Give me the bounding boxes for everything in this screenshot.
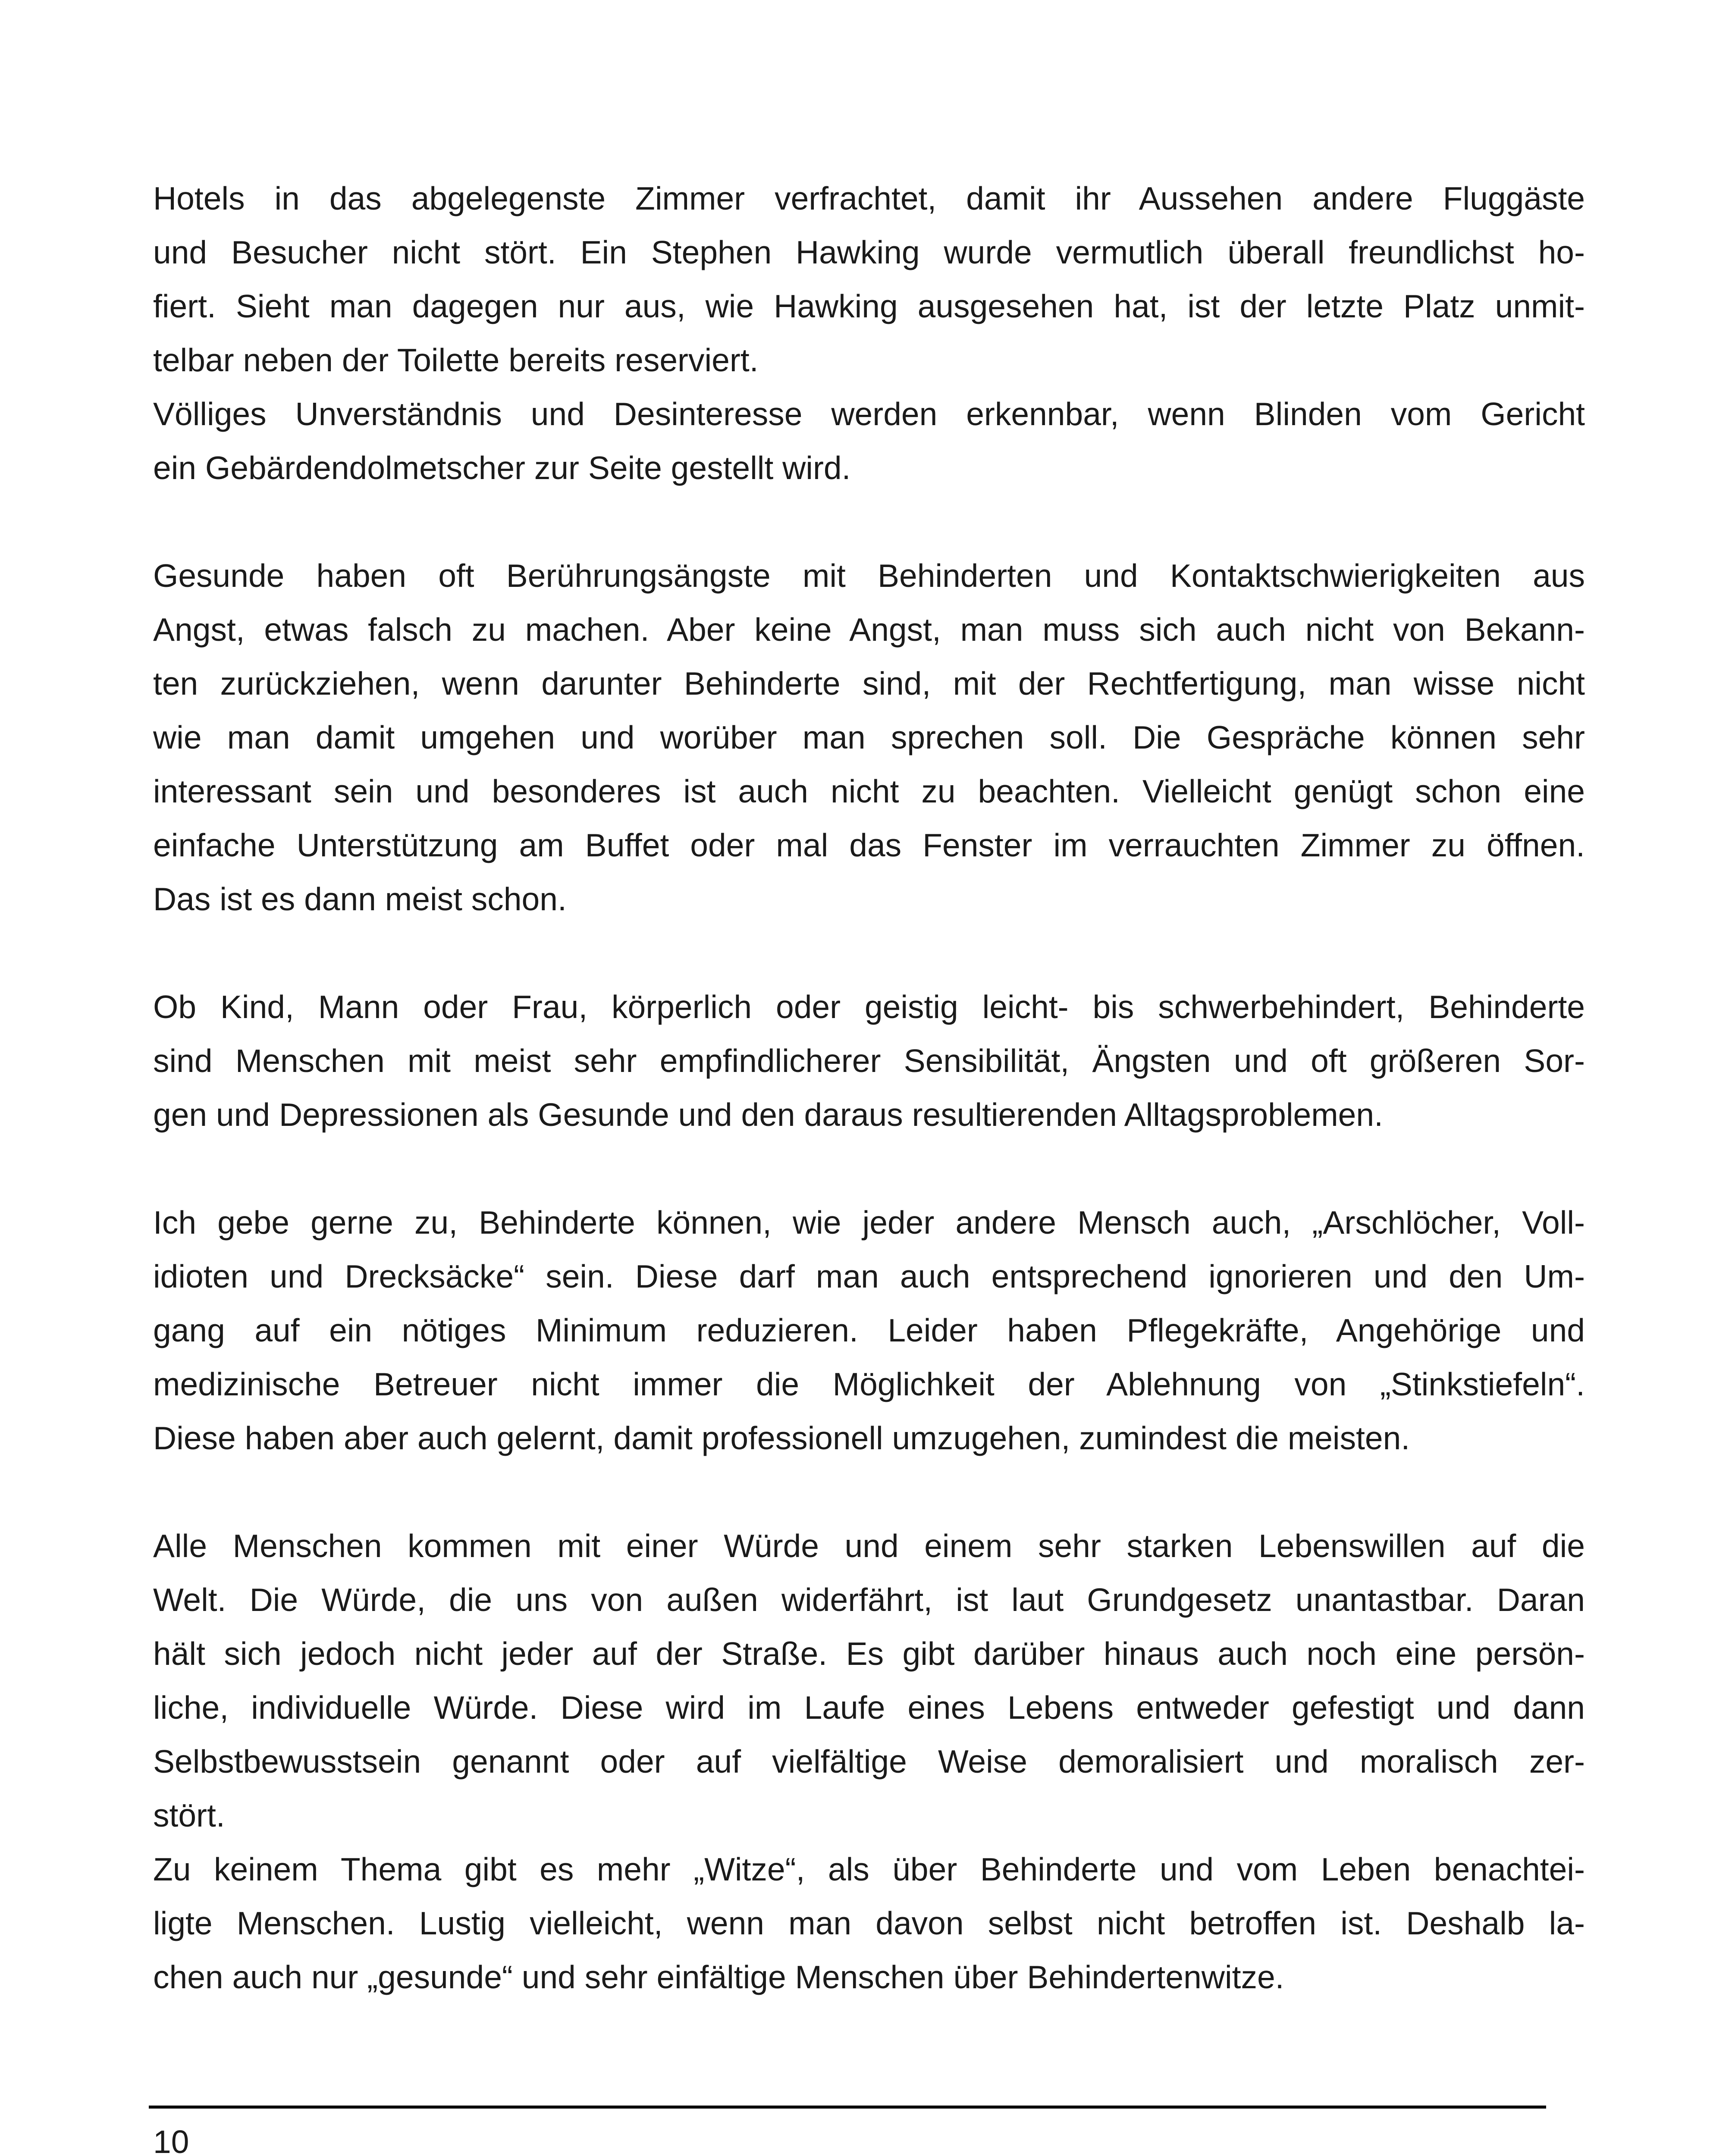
paragraph-gap	[153, 1465, 1585, 1519]
body-text	[153, 172, 1585, 2004]
text-line: Welt. Die Würde, die uns von außen widerfährt, ist laut Grundgesetz unantastbar. Daran	[153, 1582, 1585, 1618]
text-line: fiert. Sieht man dagegen nur aus, wie Hawking ausgesehen hat, ist der letzte Platz unmit-	[153, 288, 1585, 324]
text-line: Gesunde haben oft Berührungsängste mit Behinderten und Kontaktschwierigkeiten aus	[153, 558, 1585, 594]
text-line: ein Gebärdendolmetscher zur Seite gestellt wird.	[153, 450, 851, 486]
text-line: sind Menschen mit meist sehr empfindlicherer Sensibilität, Ängsten und oft größeren Sor-	[153, 1043, 1585, 1079]
text-line: liche, individuelle Würde. Diese wird im Laufe eines Lebens entweder gefestigt und dann	[153, 1689, 1585, 1726]
paragraph-gap	[153, 1142, 1585, 1196]
text-line: gang auf ein nötiges Minimum reduzieren. Leider haben Pflegekräfte, Angehörige und	[153, 1312, 1585, 1348]
text-line: wie man damit umgehen und worüber man sprechen soll. Die Gespräche können sehr	[153, 719, 1585, 755]
text-line: Hotels in das abgelegenste Zimmer verfrachtet, damit ihr Aussehen andere Fluggäste	[153, 180, 1585, 216]
text-line: Selbstbewusstsein genannt oder auf vielfältige Weise demoralisiert und moralisch zer-	[153, 1743, 1585, 1780]
text-line: Alle Menschen kommen mit einer Würde und einem sehr starken Lebenswillen auf die	[153, 1528, 1585, 1564]
text-line: gen und Depressionen als Gesunde und den daraus resultierenden Alltagsproblemen.	[153, 1097, 1383, 1133]
text-line: stört.	[153, 1797, 225, 1833]
text-line: ligte Menschen. Lustig vielleicht, wenn man davon selbst nicht betroffen ist. Deshalb la-	[153, 1905, 1585, 1941]
text-line: medizinische Betreuer nicht immer die Möglichkeit der Ablehnung von „Stinkstiefeln“.	[153, 1366, 1585, 1402]
text-line: idioten und Drecksäcke“ sein. Diese darf man auch entsprechend ignorieren und den Um-	[153, 1258, 1585, 1294]
text-line: Das ist es dann meist schon.	[153, 881, 567, 917]
paragraph-gap	[153, 495, 1585, 549]
text-line: Ich gebe gerne zu, Behinderte können, wie jeder andere Mensch auch, „Arschlöcher, Voll-	[153, 1204, 1585, 1241]
text-line: interessant sein und besonderes ist auch nicht zu beachten. Vielleicht genügt schon eine	[153, 773, 1585, 809]
text-line: einfache Unterstützung am Buffet oder mal das Fenster im verrauchten Zimmer zu öffnen.	[153, 827, 1585, 863]
text-line: Ob Kind, Mann oder Frau, körperlich oder geistig leicht- bis schwerbehindert, Behinderte	[153, 989, 1585, 1025]
paragraph-gap	[153, 926, 1585, 980]
text-line: chen auch nur „gesunde“ und sehr einfältige Menschen über Behindertenwitze.	[153, 1959, 1284, 1995]
text-line: und Besucher nicht stört. Ein Stephen Hawking wurde vermutlich überall freundlichst ho-	[153, 234, 1585, 270]
footer-divider	[149, 2106, 1546, 2109]
text-line: ten zurückziehen, wenn darunter Behinderte sind, mit der Rechtfertigung, man wisse nicht	[153, 665, 1585, 702]
text-line: Angst, etwas falsch zu machen. Aber keine Angst, man muss sich auch nicht von Bekann-	[153, 611, 1585, 648]
text-line: Völliges Unverständnis und Desinteresse werden erkennbar, wenn Blinden vom Gericht	[153, 396, 1585, 432]
text-line: telbar neben der Toilette bereits reserviert.	[153, 342, 759, 378]
text-line: hält sich jedoch nicht jeder auf der Straße. Es gibt darüber hinaus auch noch eine persön-	[153, 1636, 1585, 1672]
page-number: 10	[153, 2124, 189, 2156]
text-line: Zu keinem Thema gibt es mehr „Witze“, als über Behinderte und vom Leben benachtei-	[153, 1851, 1585, 1887]
text-line: Diese haben aber auch gelernt, damit professionell umzugehen, zumindest die meisten.	[153, 1420, 1410, 1456]
